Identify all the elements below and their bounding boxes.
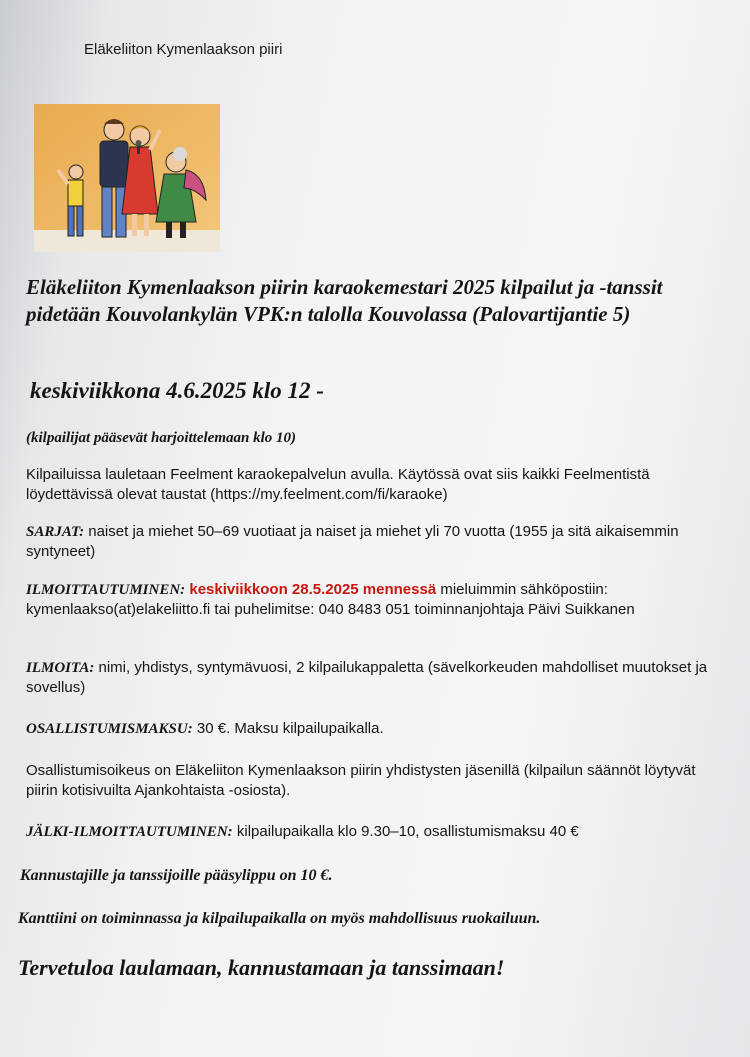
registration-text: mieluimmin sähköpostiin: kymenlaakso(at)elakeliitto.fi tai puhelimitse: 040 8483 051 toiminnanjohtaja Päivi Suikkanen	[26, 581, 635, 618]
ticket-paragraph: Kannustajille ja tanssijoille pääsylippu on 10 €.	[20, 867, 333, 884]
late-registration-label: JÄLKI-ILMOITTAUTUMINEN:	[26, 824, 233, 840]
fee-label: OSALLISTUMISMAKSU:	[26, 721, 193, 737]
eligibility-paragraph: Osallistumisoikeus on Eläkeliiton Kymenlaakson piirin yhdistysten jäsenillä (kilpailun säännöt löytyvät piirin kotisivuilta Ajankohtaista -osiosta).	[26, 762, 696, 799]
categories-paragraph	[26, 522, 726, 562]
categories-label: SARJAT:	[26, 524, 85, 540]
organization-logo	[50, 26, 283, 76]
intro-paragraph: Kilpailuissa lauletaan Feelment karaokepalvelun avulla. Käytössä ovat siis kaikki Feelmentistä löydettävissä olevat taustat (https://my.feelment.com/fi/karaoke)	[26, 466, 650, 503]
categories-text: naiset ja miehet 50–69 vuotiaat ja naiset ja miehet yli 70 vuotta (1955 ja sitä aikaisemmin syntyneet)	[26, 523, 679, 560]
karaoke-family-illustration	[34, 104, 220, 252]
logo-text: Eläkeliiton Kymenlaakson piiri	[84, 41, 283, 58]
practice-note: (kilpailijat pääsevät harjoittelemaan klo 10)	[26, 430, 296, 446]
canteen-paragraph: Kanttiini on toiminnassa ja kilpailupaikalla on myös mahdollisuus ruokailuun.	[18, 910, 541, 927]
late-registration-text: kilpailupaikalla klo 9.30–10, osallistumismaksu 40 €	[232, 823, 579, 840]
report-text: nimi, yhdistys, syntymävuosi, 2 kilpailukappaletta (sävelkorkeuden mahdolliset muutokset ja sovellus)	[26, 659, 708, 696]
event-date: keskiviikkona 4.6.2025 klo 12 -	[30, 378, 324, 403]
closing-line: Tervetuloa laulamaan, kannustamaan ja tanssimaan!	[18, 955, 505, 980]
registration-paragraph	[26, 580, 726, 620]
report-label: ILMOITA:	[26, 660, 95, 676]
fee-paragraph	[26, 719, 726, 739]
fee-text: 30 €. Maksu kilpailupaikalla.	[192, 720, 384, 737]
report-paragraph	[26, 658, 726, 698]
event-title: Eläkeliiton Kymenlaakson piirin karaokemestari 2025 kilpailut ja -tanssit pidetään Kouvolankylän VPK:n talolla Kouvolassa (Palovartijantie 5)	[26, 275, 663, 326]
registration-label: ILMOITTAUTUMINEN:	[26, 582, 186, 598]
registration-deadline: keskiviikkoon 28.5.2025 mennessä	[185, 581, 437, 598]
late-registration-paragraph	[26, 822, 726, 842]
